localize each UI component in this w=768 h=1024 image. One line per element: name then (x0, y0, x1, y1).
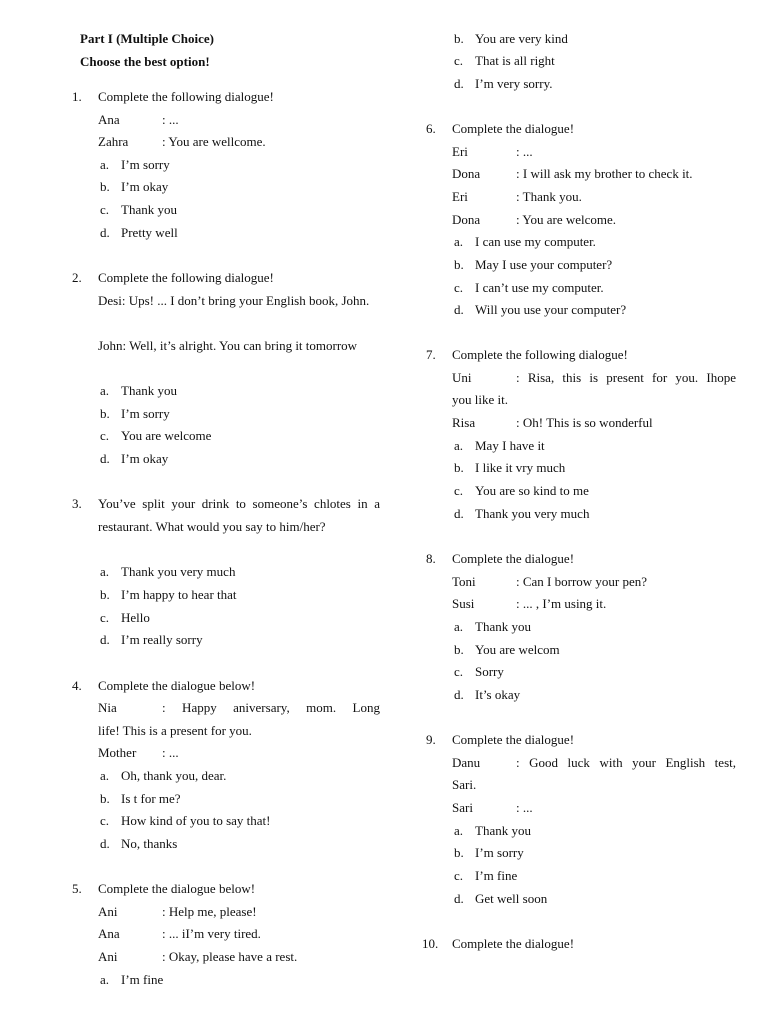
dialogue-line (72, 923, 380, 945)
option-letter: a. (100, 768, 110, 783)
option-text: You are so kind to me (475, 483, 589, 498)
option-letter: c. (454, 868, 464, 883)
question-number: 5. (72, 881, 82, 896)
option-letter: d. (454, 891, 464, 906)
question-number: 2. (72, 270, 82, 285)
option-c[interactable] (72, 607, 380, 629)
question-number: 6. (426, 121, 436, 136)
dialogue-line (426, 186, 736, 208)
option-letter: c. (100, 813, 110, 828)
option-b[interactable] (72, 403, 380, 425)
option-text: I’m really sorry (121, 632, 203, 647)
speaker-name: Toni (452, 574, 476, 589)
dialogue-text: : Happy aniversary, mom. Long (162, 700, 380, 715)
option-b[interactable] (426, 639, 736, 661)
option-text: Thank you very much (475, 506, 590, 521)
question-prompt: Complete the dialogue! (452, 936, 575, 951)
option-letter: a. (454, 438, 464, 453)
option-b[interactable] (426, 254, 736, 276)
option-a[interactable] (426, 435, 736, 457)
option-a[interactable] (426, 231, 736, 253)
dialogue-text: : ... , I’m using it. (516, 596, 607, 611)
option-text: You are welcom (475, 642, 560, 657)
question-prompt: Complete the dialogue! (452, 121, 575, 136)
dialogue-line (72, 946, 380, 968)
option-text: I’m happy to hear that (121, 587, 237, 602)
dialogue-line (72, 109, 380, 131)
option-a[interactable] (72, 380, 380, 402)
dialogue-text: : ... (162, 112, 179, 127)
question-prompt: Complete the dialogue below! (98, 678, 256, 693)
option-text: I can’t use my computer. (475, 280, 604, 295)
speaker-name: Risa (452, 415, 476, 430)
question-prompt: You’ve split your drink to someone’s chlotes in a restaurant. What would you say to him/her? (98, 496, 380, 534)
dialogue-line (426, 141, 736, 163)
speaker-name: Ani (98, 949, 118, 964)
option-a[interactable] (72, 969, 380, 991)
option-text: Pretty well (121, 225, 178, 240)
option-d[interactable] (72, 833, 380, 855)
dialogue-text: : ... iI’m very tired. (162, 926, 261, 941)
option-d[interactable] (72, 448, 380, 470)
dialogue-line (426, 752, 736, 774)
option-text: I’m sorry (121, 406, 170, 421)
option-text: You are welcome (121, 428, 212, 443)
option-text: May I use your computer? (475, 257, 613, 272)
option-a[interactable] (426, 616, 736, 638)
option-text: I’m sorry (475, 845, 524, 860)
speaker-name: Sari (452, 800, 473, 815)
option-letter: c. (100, 428, 110, 443)
option-text: Thank you (121, 202, 177, 217)
option-letter: d. (100, 451, 110, 466)
option-letter: a. (100, 383, 110, 398)
option-text: Thank you (475, 619, 531, 634)
dialogue-line (426, 367, 736, 389)
option-letter: d. (454, 76, 464, 91)
option-text: Sorry (475, 664, 504, 679)
option-d[interactable] (426, 299, 736, 321)
question-number: 3. (72, 496, 82, 511)
option-letter: c. (454, 483, 464, 498)
option-text: Thank you (121, 383, 177, 398)
option-text: I’m very sorry. (475, 76, 553, 91)
dialogue-text: you like it. (452, 392, 508, 407)
dialogue-text: life! This is a present for you. (98, 723, 252, 738)
option-c[interactable] (426, 277, 736, 299)
dialogue-text: : Okay, please have a rest. (162, 949, 298, 964)
dialogue-text: : Can I borrow your pen? (516, 574, 648, 589)
option-letter: c. (100, 202, 110, 217)
dialogue-text: : You are welcome. (516, 212, 617, 227)
option-letter: a. (454, 823, 464, 838)
dialogue-line (426, 593, 736, 615)
dialogue-paragraph: Desi: Ups! ... I don’t bring your English book, John. (98, 293, 370, 308)
option-letter: c. (454, 280, 464, 295)
speaker-name: Zahra (98, 134, 129, 149)
option-letter: b. (100, 587, 110, 602)
dialogue-text: : I will ask my brother to check it. (516, 166, 693, 181)
option-text: I’m fine (475, 868, 518, 883)
question-prompt: Complete the dialogue! (452, 732, 575, 747)
option-letter: b. (454, 460, 464, 475)
option-text: Oh, thank you, dear. (121, 768, 227, 783)
option-text: That is all right (475, 53, 555, 68)
option-letter: b. (454, 257, 464, 272)
option-letter: d. (454, 302, 464, 317)
speaker-name: Susi (452, 596, 475, 611)
speaker-name: Mother (98, 745, 137, 760)
part-title: Part I (Multiple Choice) (80, 31, 214, 46)
question-prompt: Complete the following dialogue! (98, 89, 274, 104)
dialogue-line (426, 163, 736, 185)
option-a[interactable] (72, 561, 380, 583)
option-b[interactable] (72, 788, 380, 810)
option-text: No, thanks (121, 836, 178, 851)
speaker-name: Eri (452, 189, 468, 204)
dialogue-paragraph: John: Well, it’s alright. You can bring it tomorrow (98, 338, 358, 353)
question-number: 8. (426, 551, 436, 566)
option-c[interactable] (72, 199, 380, 221)
option-letter: d. (454, 506, 464, 521)
option-a[interactable] (72, 154, 380, 176)
dialogue-text: Sari. (452, 777, 477, 792)
option-letter: b. (100, 406, 110, 421)
dialogue-text: : Oh! This is so wonderful (516, 415, 653, 430)
question-prompt: Complete the dialogue! (452, 551, 575, 566)
dialogue-text: : Good luck with your English test, (516, 755, 736, 770)
option-letter: a. (100, 157, 110, 172)
option-d[interactable] (426, 684, 736, 706)
option-letter: c. (454, 664, 464, 679)
option-letter: b. (454, 31, 464, 46)
option-letter: d. (100, 632, 110, 647)
option-text: Is t for me? (121, 791, 181, 806)
option-d[interactable] (72, 629, 380, 651)
dialogue-line (72, 901, 380, 923)
option-c[interactable] (72, 425, 380, 447)
dialogue-continuation (426, 774, 736, 796)
option-b[interactable] (426, 28, 736, 50)
option-letter: d. (454, 687, 464, 702)
option-letter: b. (454, 845, 464, 860)
question-number: 4. (72, 678, 82, 693)
dialogue-line (426, 797, 736, 819)
dialogue-text: : Thank you. (516, 189, 582, 204)
speaker-name: Ani (98, 904, 118, 919)
option-d[interactable] (72, 222, 380, 244)
question-prompt: Complete the dialogue below! (98, 881, 256, 896)
dialogue-line (426, 571, 736, 593)
question-prompt: Complete the following dialogue! (98, 270, 274, 285)
option-b[interactable] (426, 842, 736, 864)
speaker-name: Ana (98, 926, 120, 941)
dialogue-text: : ... (516, 144, 533, 159)
option-c[interactable] (426, 661, 736, 683)
speaker-name: Ana (98, 112, 120, 127)
option-letter: b. (100, 179, 110, 194)
dialogue-line (72, 131, 380, 153)
dialogue-text: : ... (162, 745, 179, 760)
option-letter: a. (100, 564, 110, 579)
question-number: 10. (422, 936, 439, 951)
dialogue-text: : Risa, this is present for you. Ihope (516, 370, 736, 385)
dialogue-continuation (72, 720, 380, 742)
option-c[interactable] (72, 810, 380, 832)
option-text: Thank you (475, 823, 531, 838)
speaker-name: Danu (452, 755, 481, 770)
option-d[interactable] (426, 73, 736, 95)
option-text: Get well soon (475, 891, 548, 906)
option-text: I like it vry much (475, 460, 566, 475)
dialogue-line (72, 697, 380, 719)
instruction: Choose the best option! (80, 54, 210, 69)
dialogue-line (426, 412, 736, 434)
dialogue-text: : You are wellcome. (162, 134, 266, 149)
option-text: Will you use your computer? (475, 302, 627, 317)
speaker-name: Eri (452, 144, 468, 159)
option-b[interactable] (72, 584, 380, 606)
option-text: May I have it (475, 438, 545, 453)
option-letter: c. (454, 53, 464, 68)
option-letter: c. (100, 610, 110, 625)
option-c[interactable] (426, 865, 736, 887)
option-text: You are very kind (475, 31, 568, 46)
speaker-name: Uni (452, 370, 472, 385)
option-letter: a. (454, 234, 464, 249)
option-text: I’m fine (121, 972, 164, 987)
option-text: I’m okay (121, 179, 169, 194)
option-d[interactable] (426, 888, 736, 910)
dialogue-text: : Help me, please! (162, 904, 257, 919)
option-letter: b. (100, 791, 110, 806)
option-a[interactable] (72, 765, 380, 787)
speaker-name: Dona (452, 166, 481, 181)
option-letter: a. (454, 619, 464, 634)
speaker-name: Dona (452, 212, 481, 227)
dialogue-text: : ... (516, 800, 533, 815)
dialogue-continuation (426, 389, 736, 411)
option-text: How kind of you to say that! (121, 813, 271, 828)
option-c[interactable] (426, 480, 736, 502)
option-b[interactable] (72, 176, 380, 198)
speaker-name: Nia (98, 700, 117, 715)
question-number: 7. (426, 347, 436, 362)
option-letter: b. (454, 642, 464, 657)
dialogue-line (426, 209, 736, 231)
option-b[interactable] (426, 457, 736, 479)
option-a[interactable] (426, 820, 736, 842)
question-prompt: Complete the following dialogue! (452, 347, 628, 362)
option-c[interactable] (426, 50, 736, 72)
question-number: 1. (72, 89, 82, 104)
option-letter: d. (100, 836, 110, 851)
option-text: I’m okay (121, 451, 169, 466)
option-letter: a. (100, 972, 110, 987)
option-text: I can use my computer. (475, 234, 596, 249)
option-d[interactable] (426, 503, 736, 525)
option-text: I’m sorry (121, 157, 170, 172)
dialogue-line (72, 742, 380, 764)
option-text: Thank you very much (121, 564, 236, 579)
option-text: It’s okay (475, 687, 521, 702)
question-number: 9. (426, 732, 436, 747)
option-text: Hello (121, 610, 150, 625)
option-letter: d. (100, 225, 110, 240)
